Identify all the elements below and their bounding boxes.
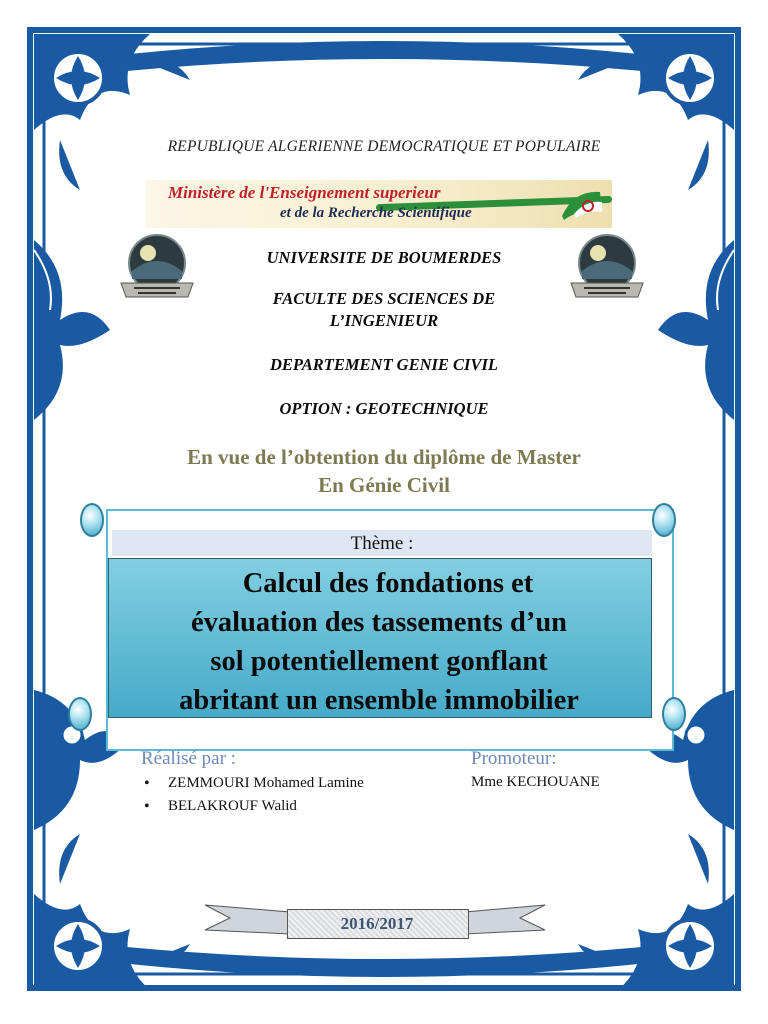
author-item: • ZEMMOURI Mohamed Lamine [140,772,364,795]
thesis-title-line-2: évaluation des tassements d’un [190,607,568,638]
diploma-line-1: En vue de l’obtention du diplôme de Master [187,445,581,469]
republic-heading: REPUBLIQUE ALGERIENNE DEMOCRATIQUE ET POPULAIRE [167,138,601,155]
university-name: UNIVERSITE DE BOUMERDES [266,248,502,267]
ministry-line-1: Ministère de l'Enseignement superieur [168,183,441,202]
ribbon-right-tail [465,905,545,934]
faculty-line-1: FACULTE DES SCIENCES DE [272,289,496,308]
faculty-name [160,288,608,332]
theme-label: Thème : [350,533,414,554]
algeria-flag-icon [560,186,604,222]
diploma-statement [120,443,648,499]
option-name: OPTION : GEOTECHNIQUE [279,399,489,418]
ribbon-left-tail [205,905,290,934]
theme-panel-knob-bottom-left [68,697,92,731]
thesis-title-line-1: Calcul des fondations et [242,568,534,599]
ministry-line-2: et de la Recherche Scientifique [280,205,472,221]
diploma-line-2: En Génie Civil [318,473,450,497]
faculty-line-2: L’INGENIEUR [329,311,439,330]
theme-panel-knob-bottom-right [662,697,686,731]
thesis-title-line-3: sol potentiellement gonflant [210,646,548,677]
ministry-banner [146,180,612,228]
thesis-title-line-4: abritant un ensemble immobilier [179,685,579,716]
academic-year: 2016/2017 [340,914,414,933]
side-ornament-left [34,240,110,420]
thesis-title [108,564,650,720]
realise-par-label: Réalisé par : [141,748,236,769]
side-ornament-right [658,240,734,420]
department-name: DEPARTEMENT GENIE CIVIL [270,355,498,374]
promoter-name: Mme KECHOUANE [471,774,600,790]
promoteur-label: Promoteur: [471,748,557,769]
theme-panel-knob-top-left [80,503,104,537]
author-item: • BELAKROUF Walid [140,795,364,818]
author-list [140,772,364,818]
theme-panel-knob-top-right [652,503,676,537]
